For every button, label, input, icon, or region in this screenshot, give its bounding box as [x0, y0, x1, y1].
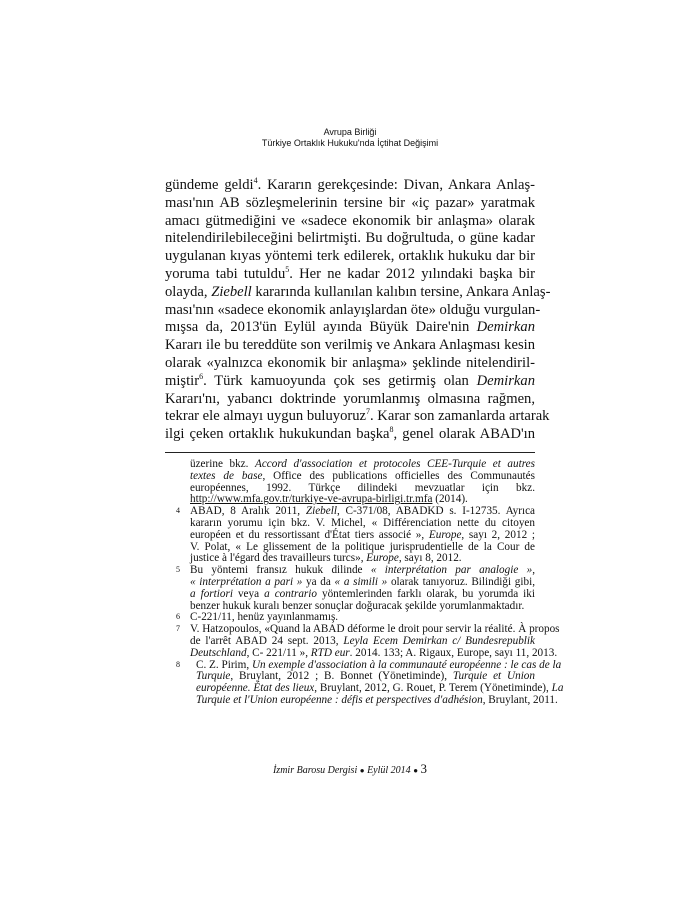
italic-text: a contrario — [264, 587, 317, 600]
text: üzerine bkz. — [190, 458, 255, 470]
text: européennes, 1992. Türkçe dilindeki mevzuatlar için bkz. — [190, 481, 535, 494]
issue-date: Eylül 2014 — [367, 765, 411, 776]
text: de l'arrêt ABAD 24 sept. 2013, — [190, 634, 344, 647]
journal-name: İzmir Barosu Dergisi — [272, 765, 358, 776]
body-line — [165, 230, 535, 248]
text: tekrar ele almayı uygun buluyoruz — [165, 408, 366, 425]
footnote-ref[interactable]: 5 — [285, 264, 290, 274]
text: benzer hukuk kuralı benzer sonuçlar doğuracak şekilde yorumlanmaktadır. — [190, 599, 525, 612]
italic-text: La — [551, 682, 564, 695]
footnote-divider — [165, 452, 535, 453]
italic-text: Europe — [366, 552, 399, 565]
text: kararında kullanılan kalıbın tersine, Ankara Anlaş- — [251, 283, 551, 300]
italic-text: Demirkan — [476, 372, 535, 389]
page-footer — [0, 761, 700, 777]
text: . Her ne kadar 2012 yılındaki başka bir — [289, 265, 535, 282]
body-line — [165, 391, 535, 409]
body-line — [165, 373, 535, 391]
text: miştir — [165, 372, 200, 389]
body-line — [165, 319, 535, 337]
footnote — [165, 658, 564, 707]
footnote-number: 8 — [176, 659, 180, 669]
body-line — [165, 337, 535, 355]
footnotes — [165, 458, 564, 707]
italic-text: « interprétation par analogie » — [370, 564, 533, 577]
body-line — [165, 355, 535, 373]
text: . Karar son zamanlarda artarak — [370, 408, 550, 425]
body-line — [165, 177, 535, 195]
text: , Office des publications officielles des Communautés — [262, 469, 535, 482]
italic-text: Deutschland — [190, 646, 247, 659]
italic-text: Turquie et Union — [452, 670, 535, 683]
text: européen et du ressortissant d'État tiers associé », — [190, 528, 429, 541]
italic-text: Un exemple d'association à la communauté européenne : le cas de la — [251, 658, 562, 671]
body-line — [165, 301, 541, 320]
body-line — [165, 248, 535, 266]
separator: ● — [413, 766, 419, 775]
footnote — [165, 506, 535, 565]
italic-text: Leyla Ecem Demirkan c/ Bundesrepublik — [343, 634, 535, 647]
italic-text: RTD eur — [310, 646, 350, 659]
text: , sayı 8, 2012. — [398, 552, 462, 565]
text: ilgi çeken ortaklık hukukundan başka — [165, 426, 390, 443]
text: . 2014. 133; A. Rigaux, Europe, sayı 11, 2013. — [349, 646, 558, 659]
footnote — [165, 459, 535, 506]
italic-text: « interprétation a pari » — [190, 575, 303, 588]
text: , Bruylant, 2012 ; B. Bonnet (Yönetiminde), — [230, 670, 453, 683]
text: olayda, — [165, 283, 212, 300]
italic-text: Ziebell — [211, 283, 252, 300]
text: (2014). — [432, 493, 468, 506]
text: , genel olarak ABAD'ın — [393, 426, 535, 443]
text: V. Hatzopoulos, «Quand la ABAD déforme le droit pour servir la réalité. À propos — [190, 623, 560, 636]
page-number: 3 — [420, 761, 428, 776]
footnote-ref[interactable]: 8 — [389, 425, 394, 435]
body-line — [165, 426, 535, 444]
text: C. Z. Pirim, — [196, 658, 252, 671]
text: , Bruylant, 2012, G. Rouet, P. Terem (Yönetiminde), — [314, 682, 552, 695]
text: veya — [232, 587, 265, 600]
text: , Bruylant, 2011. — [482, 693, 558, 706]
text: olarak «yalnızca ekonomik bir anlaşma» şeklinde nitelendiril- — [165, 354, 535, 371]
text: nitelendirilebileceğini belirtmişti. Bu doğrultuda, o güne kadar — [165, 230, 535, 247]
link[interactable]: http://www.mfa.gov.tr/turkiye-ve-avrupa-birligi.tr.mfa — [190, 493, 433, 506]
text: mışsa da, 2013'ün Eylül ayında Büyük Daire'nin — [165, 319, 477, 336]
text: justice à l'égard des travailleurs turcs», — [190, 552, 367, 565]
text: Kararı'nı, yabancı doktrinde yorumlanmış olmasına rağmen, — [165, 390, 535, 407]
body-line — [165, 283, 551, 302]
header-line-1: Avrupa Birliği — [323, 127, 377, 137]
text: , sayı 2, 2012 ; — [461, 528, 535, 541]
running-header — [0, 127, 700, 149]
header-line-2: Türkiye Ortaklık Hukuku'nda İçtihat Değişimi — [261, 138, 439, 148]
text: , — [532, 564, 536, 577]
body-line — [165, 266, 535, 284]
italic-text: Turquie — [196, 670, 231, 683]
text: yöntemlerinden farklı olarak, bu yorumda iki — [316, 587, 535, 600]
text: Bu yöntemi fransız hukuk dilinde — [190, 564, 371, 577]
footnote-ref[interactable]: 7 — [366, 407, 370, 417]
text: ması'nın AB sözleşmelerinin tersine bir «iç pazar» yaratmak — [165, 194, 535, 211]
footnote-number: 6 — [176, 612, 180, 622]
footnote-number: 7 — [176, 624, 180, 634]
footnote — [165, 623, 560, 659]
text: ABAD, 8 Aralık 2011, — [190, 505, 306, 518]
separator: ● — [359, 766, 365, 775]
text: kararın yorumu için bkz. V. Michel, « Différenciation nette du citoyen — [190, 516, 535, 529]
text: olarak tanıyoruz. Bilindiği gibi, — [387, 575, 535, 588]
italic-text: Demirkan — [476, 319, 535, 336]
text: V. Polat, « Le glissement de la politique jurisprudentielle de la Cour de — [190, 540, 535, 553]
text: . Kararın gerekçesinde: Divan, Ankara Anlaş- — [257, 177, 535, 193]
text: , C-371/08, ABADKD s. I-12735. Ayrıca — [336, 505, 535, 518]
text: ması'nın «sadece ekonomik anlayışlardan öte» olduğu vurgulan- — [165, 301, 541, 318]
italic-text: européenne. État des lieux — [196, 682, 315, 695]
text: uygulanan kıyas yöntemi terk edilerek, ortaklık hukuku dar bir — [165, 248, 535, 265]
italic-text: Europe — [428, 528, 462, 541]
footnote-ref[interactable]: 4 — [253, 176, 258, 185]
italic-text: Turquie et l'Union européenne : défis et perspectives d'adhésion — [196, 693, 483, 706]
italic-text: Ziebell — [305, 505, 337, 518]
text: C-221/11, henüz yayınlanmamış. — [190, 611, 339, 624]
italic-text: a fortiori — [190, 587, 233, 600]
footnote — [165, 565, 535, 612]
text: gündeme geldi — [165, 177, 254, 193]
body-line — [165, 195, 535, 213]
footnote-line — [196, 693, 558, 707]
text: Kararı ile bu tereddüte son verilmiş ve Ankara Anlaşması kesin — [165, 337, 535, 354]
text: . Türk kamuoyunda çok ses getirmiş olan — [203, 372, 477, 389]
body-text — [165, 176, 551, 444]
body-line — [165, 213, 535, 231]
footnote-number: 4 — [176, 506, 180, 516]
footnote-number: 5 — [176, 565, 180, 575]
italic-text: « a simili » — [334, 575, 388, 588]
text: , C- 221/11 », — [246, 646, 311, 659]
italic-text: Accord d'association et protocoles CEE-Turquie et autres — [255, 458, 535, 470]
text: amacı gütmediğini ve «sadece ekonomik bir anlaşma» olarak — [165, 212, 535, 229]
body-line — [165, 407, 550, 426]
text: yoruma tabi tutuldu — [165, 265, 286, 282]
italic-text: textes de base — [190, 469, 263, 482]
text: ya da — [302, 575, 335, 588]
footnote-ref[interactable]: 6 — [199, 371, 204, 381]
